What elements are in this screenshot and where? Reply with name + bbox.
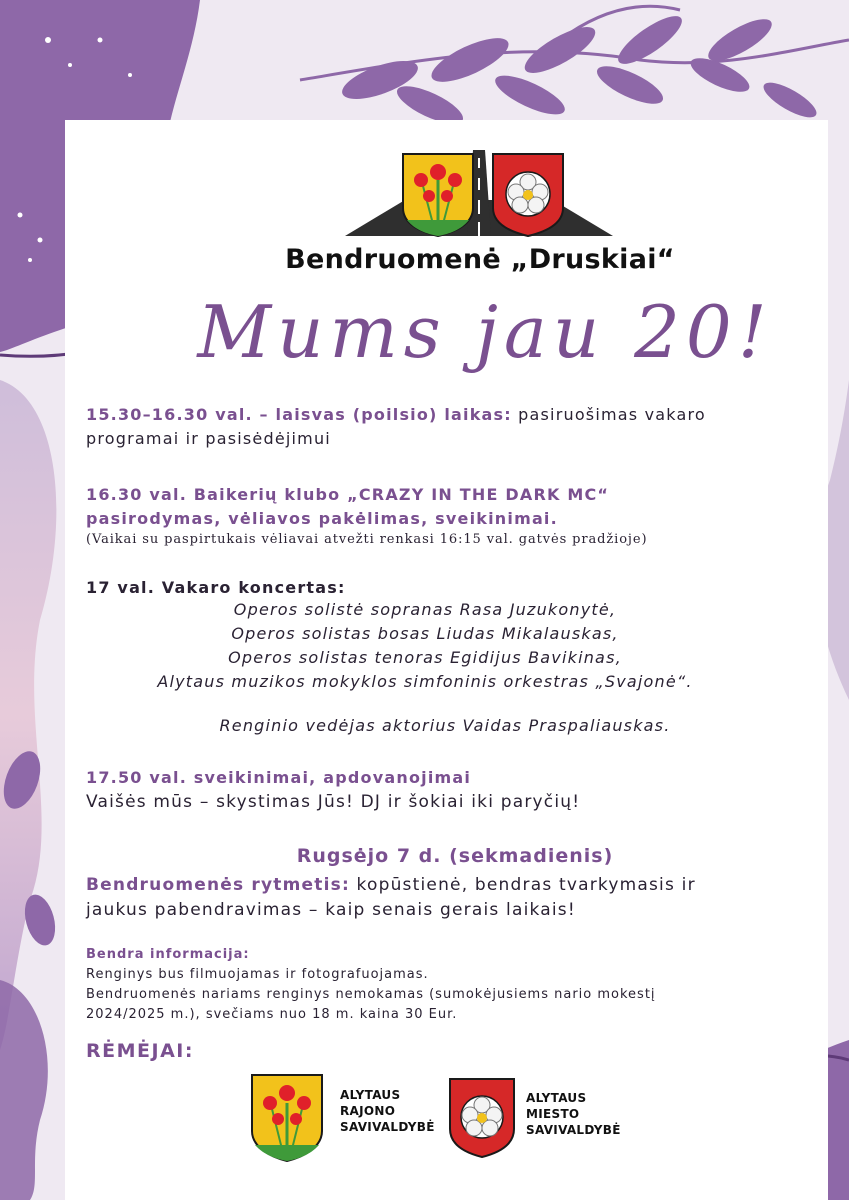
info-heading: Bendra informacija: (86, 947, 250, 962)
schedule-item-1 (86, 403, 826, 451)
sponsor-2-line-3: SAVIVALDYBĖ (526, 1123, 621, 1137)
schedule-item-4 (86, 766, 826, 814)
schedule-item-1-heading: 15.30–16.30 val. – laisvas (poilsio) laikas: (86, 405, 512, 424)
performer-4: Alytaus muzikos mokyklos simfoninis orkestras „Svajonė“. (157, 672, 693, 691)
schedule-item-1-text: pasiruošimas vakaro (511, 405, 706, 424)
sponsor-1-line-1: ALYTAUS (340, 1088, 401, 1102)
sponsor-2-name (526, 1090, 621, 1138)
info-line-2: Bendruomenės nariams renginys nemokamas (sumokėjusiems nario mokestį (86, 987, 656, 1002)
sponsor-1-line-2: RAJONO (340, 1104, 396, 1118)
sunday-date: Rugsėjo 7 d. (sekmadienis) (296, 845, 614, 867)
schedule-item-2 (86, 483, 826, 531)
schedule-item-4-text: Vaišės mūs – skystimas Jūs! DJ ir šokiai iki paryčių! (86, 792, 581, 812)
sunday-heading: Bendruomenės rytmetis: (86, 875, 350, 895)
sunday-block (86, 873, 826, 923)
city-coat-of-arms-icon (448, 1077, 516, 1159)
sponsor-1-name (340, 1087, 435, 1135)
sponsor-2-line-1: ALYTAUS (526, 1091, 587, 1105)
community-logo (345, 150, 613, 238)
sponsor-1-line-3: SAVIVALDYBĖ (340, 1120, 435, 1134)
schedule-item-2-note: (Vaikai su paspirtukais vėliavai atvežti renkasi 16:15 val. gatvės pradžioje) (86, 532, 648, 547)
schedule-item-2-heading-line2: pasirodymas, vėliavos pakėlimas, sveikinimai. (86, 509, 558, 528)
page-title: Bendruomenė „Druskiai“ (285, 244, 675, 275)
page-subtitle: Mums jau 20! (197, 290, 773, 374)
info-line-1: Renginys bus filmuojamas ir fotografuojamas. (86, 967, 429, 982)
schedule-item-3-heading: 17 val. Vakaro koncertas: (86, 578, 346, 597)
performer-3: Operos solistas tenoras Egidijus Bavikinas, (228, 648, 622, 667)
performers-list (80, 598, 770, 694)
schedule-item-4-heading: 17.50 val. sveikinimai, apdovanojimai (86, 768, 472, 787)
event-host: Renginio vedėjas aktorius Vaidas Praspaliauskas. (219, 716, 671, 735)
schedule-item-1-text-line2: programai ir pasisėdėjimui (86, 429, 331, 448)
performer-2: Operos solistas bosas Liudas Mikalauskas, (231, 624, 619, 643)
sponsor-2-line-2: MIESTO (526, 1107, 580, 1121)
sunday-text-line2: jaukus pabendravimas – kaip senais gerais laikais! (86, 900, 576, 920)
info-block (86, 945, 826, 1025)
district-coat-of-arms-icon (250, 1073, 324, 1163)
sponsors-heading: RĖMĖJAI: (86, 1040, 194, 1062)
schedule-item-2-heading-line1: 16.30 val. Baikerių klubo „CRAZY IN THE DARK MC“ (86, 485, 610, 504)
sunday-text: kopūstienė, bendras tvarkymasis ir (349, 875, 696, 895)
info-line-3: 2024/2025 m.), svečiams nuo 18 m. kaina 30 Eur. (86, 1007, 458, 1022)
performer-1: Operos solistė sopranas Rasa Juzukonytė, (233, 600, 617, 619)
